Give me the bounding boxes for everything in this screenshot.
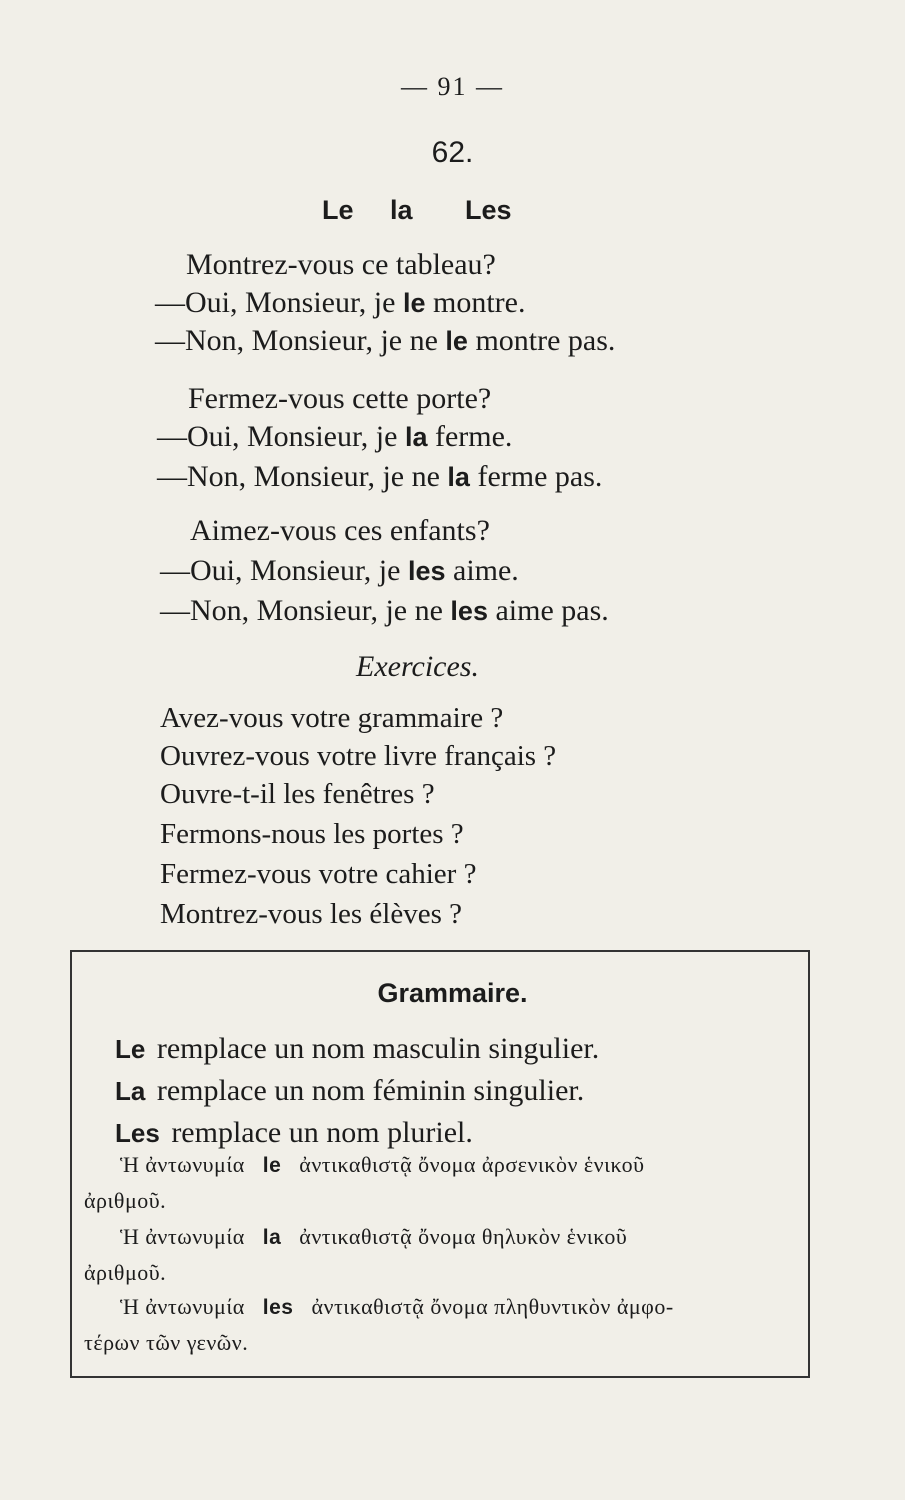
exercise-item: Montrez-vous les élèves ? [160, 898, 462, 930]
pronoun: le [402, 288, 426, 318]
exercise-item: Ouvrez-vous votre livre français ? [160, 740, 557, 772]
answer-text: —Non, Monsieur, je ne [155, 324, 446, 357]
grammar-rule [115, 1072, 584, 1110]
answer-text: —Non, Monsieur, je ne [157, 460, 448, 493]
greek-text: Ἡ ἀντωνυμία [120, 1152, 245, 1177]
greek-pronoun: les [262, 1296, 294, 1319]
pronoun: les [407, 556, 446, 586]
exercices-title: Exercices. [356, 650, 479, 683]
lesson-headline [322, 195, 512, 226]
answer-text: —Oui, Monsieur, je [157, 420, 405, 453]
dialogue-answer-yes [155, 284, 525, 322]
answer-text: —Oui, Monsieur, je [155, 286, 403, 319]
answer-text: montre pas. [467, 324, 616, 357]
exercise-item: Fermons-nous les portes ? [160, 818, 464, 850]
greek-text: ἀντικαθιστᾷ ὄνομα πληθυντικὸν ἀμφο- [311, 1294, 674, 1319]
headline-word-les: Les [465, 195, 512, 225]
pronoun: le [445, 326, 468, 356]
answer-text: ferme. [427, 420, 513, 453]
dialogue-question: Fermez-vous cette porte? [188, 382, 492, 415]
dialogue-question: Montrez-vous ce tableau? [186, 248, 496, 281]
dialogue-answer-no [155, 322, 615, 360]
greek-text: Ἡ ἀντωνυμία [120, 1224, 245, 1249]
greek-text: ἀντικαθιστᾷ ὄνομα θηλυκὸν ἑνικοῦ [299, 1224, 628, 1249]
rule-text: remplace un nom féminin singulier. [156, 1074, 585, 1107]
answer-text: —Non, Monsieur, je ne [160, 594, 451, 627]
answer-text: —Oui, Monsieur, je [160, 554, 408, 587]
answer-text: aime pas. [487, 594, 609, 627]
greek-note-continuation: ἀριθμοῦ. [84, 1188, 167, 1213]
grammar-title: Grammaire. [377, 978, 528, 1008]
exercise-item: Ouvre-t-il les fenêtres ? [160, 778, 435, 810]
greek-note-continuation: τέρων τῶν γενῶν. [84, 1330, 249, 1355]
answer-text: aime. [445, 554, 519, 587]
rule-pronoun: Les [115, 1118, 160, 1148]
exercise-item: Avez-vous votre grammaire ? [160, 702, 504, 734]
headline-word-la: la [390, 195, 413, 225]
greek-note [120, 1222, 627, 1253]
greek-text: Ἡ ἀντωνυμία [120, 1294, 245, 1319]
rule-pronoun: La [115, 1076, 146, 1106]
dialogue-answer-no [157, 458, 602, 496]
page-number: — 91 — [401, 72, 504, 101]
lesson-number: 62. [431, 136, 474, 169]
greek-pronoun: le [262, 1154, 282, 1177]
greek-pronoun: la [262, 1226, 282, 1249]
rule-text: remplace un nom pluriel. [171, 1116, 473, 1149]
dialogue-question: Aimez-vous ces enfants? [190, 514, 490, 547]
pronoun: les [450, 596, 488, 626]
greek-note [120, 1150, 645, 1181]
rule-pronoun: Le [115, 1034, 146, 1064]
dialogue-answer-yes [160, 552, 519, 590]
answer-text: montre. [425, 286, 526, 319]
grammar-rule [115, 1030, 599, 1068]
exercise-item: Fermez-vous votre cahier ? [160, 858, 477, 890]
dialogue-answer-no [160, 592, 609, 630]
rule-text: remplace un nom masculin singulier. [156, 1032, 600, 1065]
greek-note-continuation: ἀριθμοῦ. [84, 1260, 167, 1285]
answer-text: ferme pas. [469, 460, 603, 493]
greek-note [120, 1292, 674, 1323]
grammar-rule [115, 1114, 473, 1152]
dialogue-answer-yes [157, 418, 512, 456]
headline-word-le: Le [322, 195, 354, 225]
pronoun: la [447, 462, 470, 492]
greek-text: ἀντικαθιστᾷ ὄνομα ἀρσενικὸν ἑνικοῦ [299, 1152, 645, 1177]
pronoun: la [404, 422, 428, 452]
